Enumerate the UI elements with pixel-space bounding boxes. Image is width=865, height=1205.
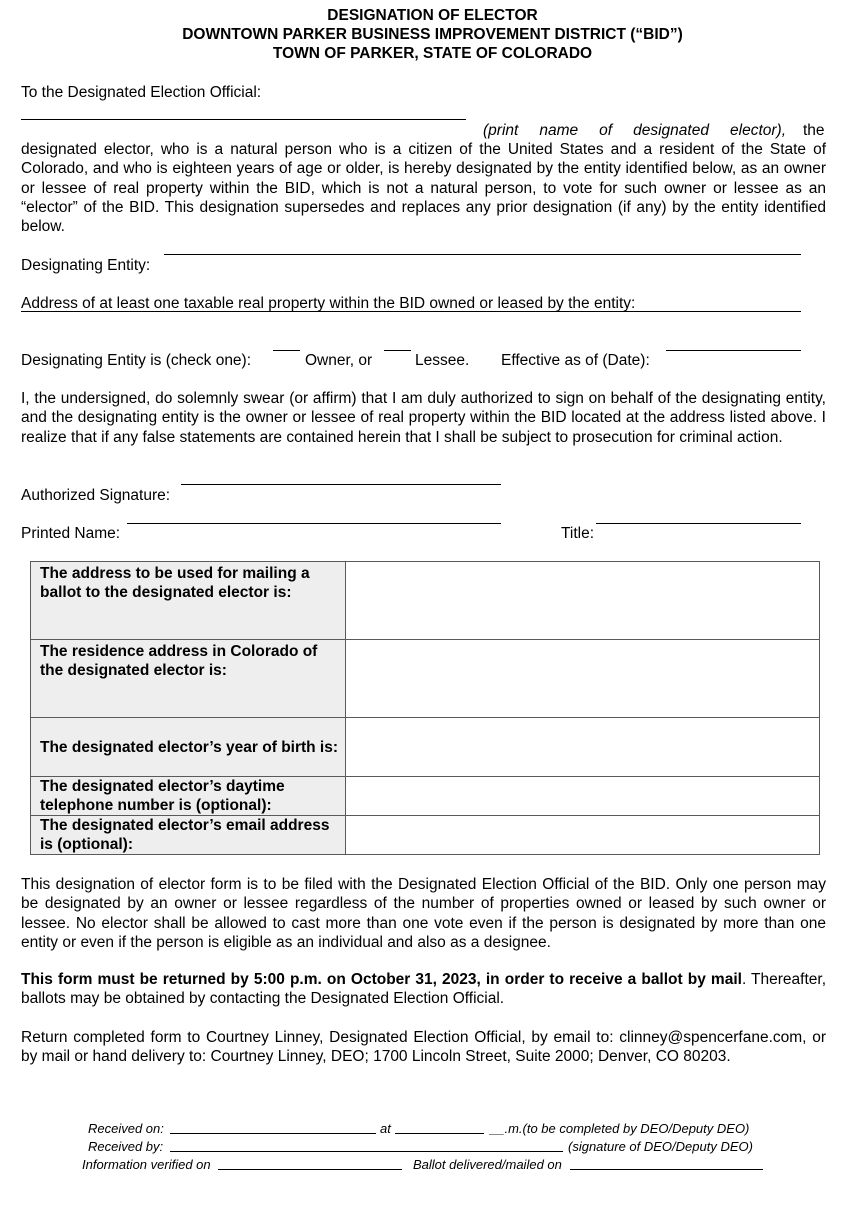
title-blank[interactable] <box>596 523 801 524</box>
effective-date-label: Effective as of (Date): <box>501 352 650 369</box>
authorized-signature-blank[interactable] <box>181 484 501 485</box>
check-one-label: Designating Entity is (check one): <box>21 352 252 369</box>
received-time-blank[interactable] <box>395 1133 484 1134</box>
received-by-blank[interactable] <box>170 1151 563 1152</box>
email-field[interactable] <box>346 816 820 855</box>
year-of-birth-field[interactable] <box>346 718 820 777</box>
deadline-bold: This form must be returned by 5:00 p.m. on October 31, 2023, in order to receive a ballot by mail <box>21 971 742 988</box>
ballot-delivered-blank[interactable] <box>570 1169 763 1170</box>
info-verified-blank[interactable] <box>218 1169 402 1170</box>
district-name: DOWNTOWN PARKER BUSINESS IMPROVEMENT DISTRICT (“BID”) <box>182 26 683 43</box>
table-row <box>31 718 820 777</box>
intro-the: the <box>803 122 825 139</box>
filing-note-paragraph: This designation of elector form is to be filed with the Designated Election Official of the BID. Only one person may be designated by an owner or lessee regardless of the number of properties owned or leased by such owner or lessee. No elector shall be allowed to cast more than one vote even if the person is designated by more than one entity or even if the person is eligible as an individual and also as a designee. <box>21 876 826 951</box>
designating-entity-label: Designating Entity: <box>21 257 151 274</box>
effective-date-blank[interactable] <box>666 350 801 351</box>
deadline-paragraph <box>21 970 826 1009</box>
residence-address-field[interactable] <box>346 640 820 718</box>
authorized-signature-label: Authorized Signature: <box>21 487 171 504</box>
m-label: __.m.(to be completed by DEO/Deputy DEO) <box>490 1121 750 1136</box>
deadline-rest: . Thereafter, ballots may be obtained by contacting the Designated Election Official. <box>21 971 826 1008</box>
mailing-address-label: The address to be used for mailing a ballot to the designated elector is: <box>31 562 346 640</box>
lessee-checkbox[interactable] <box>384 350 411 351</box>
elector-info-table <box>30 561 820 855</box>
title-label: Title: <box>561 525 595 542</box>
table-row <box>31 816 820 855</box>
address-blank[interactable] <box>21 311 801 312</box>
received-by-label: Received by: <box>88 1139 164 1154</box>
oath-paragraph: I, the undersigned, do solemnly swear (or affirm) that I am duly authorized to sign on behalf of the designating entity, and the designating entity is the owner or lessee of real property within the BID located at the address listed above. I realize that if any false statements are contained herein that I shall be subject to prosecution for criminal action. <box>21 390 826 446</box>
designating-entity-blank[interactable] <box>164 254 801 255</box>
email-label: The designated elector’s email address is (optional): <box>31 816 346 855</box>
print-name-hint: (print name of designated elector), <box>483 122 786 139</box>
at-label: at <box>380 1121 391 1136</box>
telephone-field[interactable] <box>346 777 820 816</box>
mailing-address-field[interactable] <box>346 562 820 640</box>
printed-name-label: Printed Name: <box>21 525 121 542</box>
form-title: DESIGNATION OF ELECTOR <box>327 7 538 24</box>
info-verified-label: Information verified on <box>82 1157 211 1172</box>
year-of-birth-label: The designated elector’s year of birth is: <box>31 718 346 777</box>
elector-name-blank[interactable] <box>21 119 466 120</box>
telephone-label: The designated elector’s daytime telephone number is (optional): <box>31 777 346 816</box>
return-paragraph: Return completed form to Courtney Linney, Designated Election Official, by email to: clinney@spencerfane.com, or by mail or hand delivery to: Courtney Linney, DEO; 1700 Lincoln Street, Suite 2000; Denver, CO 80203. <box>21 1029 826 1066</box>
table-row <box>31 777 820 816</box>
table-row <box>31 640 820 718</box>
residence-address-label: The residence address in Colorado of the designated elector is: <box>31 640 346 718</box>
address-label: Address of at least one taxable real property within the BID owned or leased by the entity: <box>21 295 636 312</box>
intro-paragraph: designated elector, who is a natural person who is a citizen of the United States and a resident of the State of Colorado, and who is eighteen years of age or older, is hereby designated by the entity identified below, as an owner or lessee of real property within the BID, which is not a natural person, to vote for such owner or lessee as an “elector” of the BID. This designation supersedes and replaces any prior designation (if any) by the entity identified below. <box>21 141 826 236</box>
town-state: TOWN OF PARKER, STATE OF COLORADO <box>272 45 593 62</box>
ballot-delivered-label: Ballot delivered/mailed on <box>413 1157 562 1172</box>
lessee-label: Lessee. <box>415 352 470 369</box>
salutation: To the Designated Election Official: <box>21 84 262 101</box>
owner-label: Owner, or <box>305 352 373 369</box>
owner-checkbox[interactable] <box>273 350 300 351</box>
table-row <box>31 562 820 640</box>
received-on-label: Received on: <box>88 1121 164 1136</box>
printed-name-blank[interactable] <box>127 523 501 524</box>
received-on-blank[interactable] <box>170 1133 376 1134</box>
signature-deo-label: (signature of DEO/Deputy DEO) <box>568 1139 753 1154</box>
